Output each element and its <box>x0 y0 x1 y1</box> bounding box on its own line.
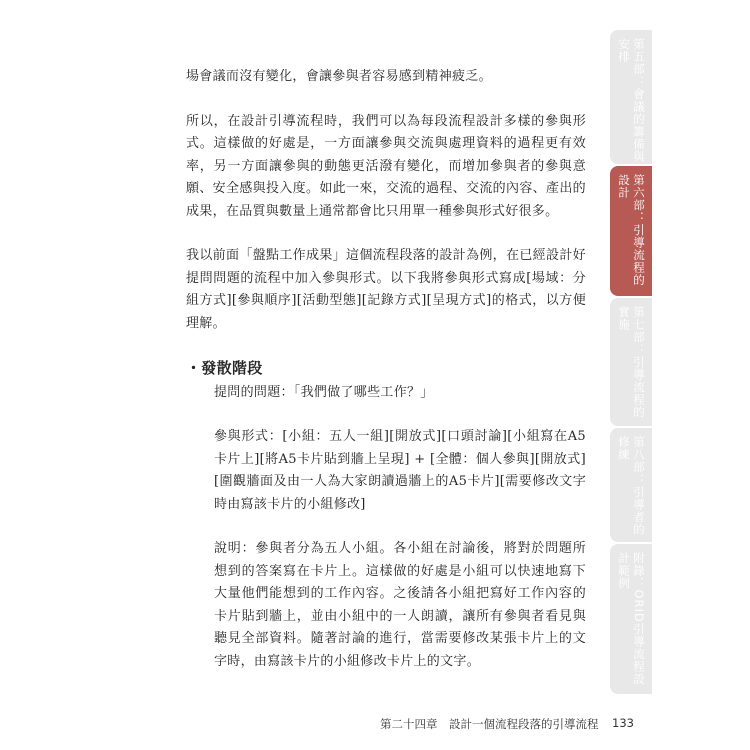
page-number: 133 <box>612 716 634 730</box>
footer-chapter-title: 第二十四章 設計一個流程段落的引導流程 <box>380 717 599 731</box>
side-tab-part-6[interactable] <box>610 166 652 296</box>
side-tab-label: 第七部：引導流程的實施 <box>617 306 646 419</box>
side-tab-label: 附錄：ORID引導流程設計範例 <box>617 552 646 686</box>
explanation-text: 說明：參與者分為五人小組。各小組在討論後，將對於問題所想到的答案寫在卡片上。這樣做的好處是小組可以快速地寫下大量他們能想到的工作內容。之後請各小組把寫好工作內容的卡片貼到牆上，並由小組中的一人朗讀，讓所有參與者看見與聽見全部資料。隨著討論的進行，當需要修改某張卡片上的文字時，由寫該卡片的小組修改卡片上的文字。 <box>214 541 586 669</box>
side-tab-part-5[interactable] <box>610 30 652 164</box>
main-text <box>186 66 586 695</box>
side-tab-part-8[interactable] <box>610 428 652 542</box>
side-tab-label: 第六部：引導流程的設計 <box>617 174 646 287</box>
side-tab-label: 第八部：引導者的修練 <box>617 436 646 536</box>
side-tab-label: 第五部：會議的籌備與安排 <box>617 38 646 163</box>
format-text: 參與形式：[小組：五人一組][開放式][口頭討論][小組寫在A5卡片上][將A5卡片貼到牆上呈現] + [全體：個人參與][開放式][圍觀牆面及由一人為大家朗讀過牆上的A5卡片][需要修改文字時由寫該卡片的小組修改] <box>214 429 586 512</box>
side-tab-appendix[interactable] <box>610 544 652 694</box>
section-heading: ・發散階段 <box>186 359 263 377</box>
question-text: 提問的問題：「我們做了哪些工作？」 <box>214 384 434 400</box>
chapter-side-tabs <box>610 30 652 696</box>
paragraph-2: 所以，在設計引導流程時，我們可以為每段流程設計多樣的參與形式。這樣做的好處是，一方面讓參與交流與處理資料的過程更有效率，另一方面讓參與的動態更活潑有變化，而增加參與者的參與意願、安全感與投入度。如此一來，交流的過程、交流的內容、產出的成果，在品質與數量上通常都會比只用單一種參與形式好很多。 <box>186 113 586 219</box>
paragraph-3: 我以前面「盤點工作成果」這個流程段落的設計為例，在已經設計好提問問題的流程中加入參與形式。以下我將參與形式寫成[場域：分組方式][參與順序][活動型態][記錄方式][呈現方式]的格式，以方便理解。 <box>186 248 586 331</box>
paragraph-1: 場會議而沒有變化，會讓參與者容易感到精神疲乏。 <box>186 69 492 84</box>
side-tab-part-7[interactable] <box>610 298 652 426</box>
